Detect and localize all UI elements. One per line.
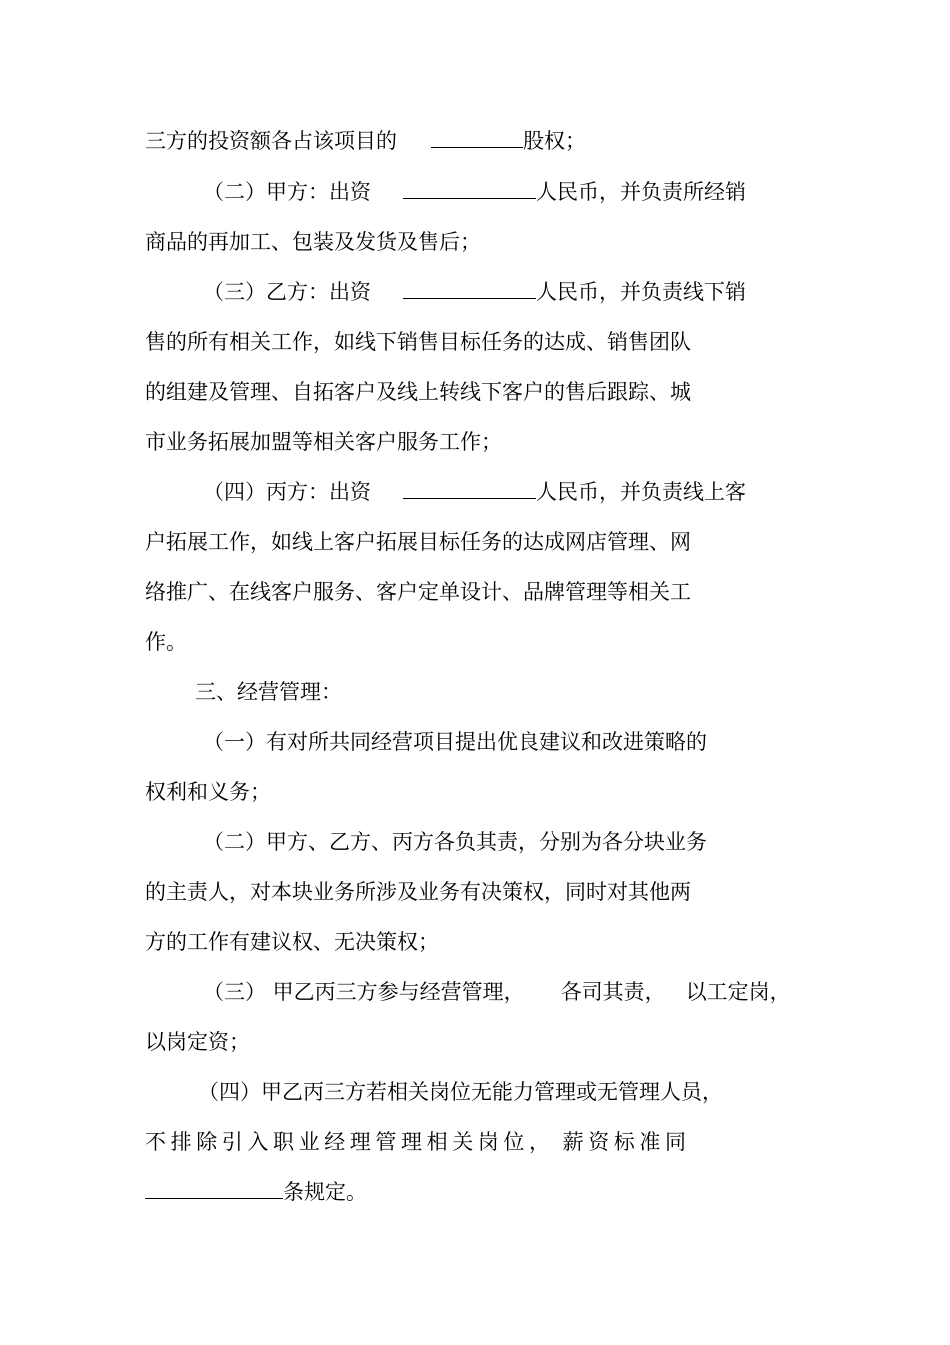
- text-segment: 不排除引入职业经理管理相关岗位，: [145, 1130, 555, 1154]
- text-segment: 户拓展工作，如线上客户拓展目标任务的达成网店管理、网: [145, 530, 691, 554]
- text-segment: （三）乙方：出资: [203, 280, 371, 304]
- text-line: [145, 1028, 250, 1056]
- text-line: [145, 228, 481, 256]
- text-segment: （一）有对所共同经营项目提出优良建议和改进策略的: [203, 730, 707, 754]
- text-segment: 以工定岗，: [685, 980, 791, 1004]
- text-line: [145, 778, 271, 806]
- text-line: [145, 1128, 691, 1156]
- fill-in-blank: [403, 280, 536, 299]
- text-line: [145, 1178, 367, 1206]
- text-segment: 的组建及管理、自拓客户及线上转线下客户的售后跟踪、城: [145, 380, 691, 404]
- text-line: [203, 178, 746, 206]
- text-line: [145, 328, 691, 356]
- text-segment: 薪资标准同: [562, 1130, 691, 1154]
- text-line: [203, 478, 746, 506]
- text-segment: 三方的投资额各占该项目的: [145, 129, 397, 153]
- text-line: [203, 728, 707, 756]
- text-line: [203, 278, 746, 306]
- text-line: [203, 828, 707, 856]
- fill-in-blank: [145, 1180, 283, 1199]
- text-segment: 商品的再加工、包装及发货及售后；: [145, 230, 481, 254]
- text-segment: 条规定。: [283, 1180, 367, 1204]
- text-line: [145, 127, 586, 155]
- text-segment: 人民币，并负责所经销: [536, 180, 746, 204]
- text-line: [198, 1078, 723, 1106]
- text-segment: 三、经营管理：: [195, 680, 342, 704]
- text-line: [203, 978, 791, 1006]
- text-line: [145, 878, 691, 906]
- text-segment: 权利和义务；: [145, 780, 271, 804]
- text-segment: 人民币，并负责线上客: [536, 480, 746, 504]
- text-line: [145, 628, 187, 656]
- section-heading: [195, 678, 342, 706]
- fill-in-blank: [403, 180, 536, 199]
- text-line: [145, 928, 439, 956]
- text-segment: 各司其责，: [560, 980, 666, 1004]
- text-segment: 市业务拓展加盟等相关客户服务工作；: [145, 430, 502, 454]
- text-line: [145, 378, 691, 406]
- text-segment: 的主责人，对本块业务所涉及业务有决策权，同时对其他两: [145, 880, 691, 904]
- text-segment: 售的所有相关工作，如线下销售目标任务的达成、销售团队: [145, 330, 691, 354]
- text-segment: 络推广、在线客户服务、客户定单设计、品牌管理等相关工: [145, 580, 691, 604]
- text-line: [145, 428, 502, 456]
- text-line: [145, 578, 691, 606]
- text-segment: 人民币，并负责线下销: [536, 280, 746, 304]
- text-segment: （二）甲方、乙方、丙方各负其责，分别为各分块业务: [203, 830, 707, 854]
- text-line: [145, 528, 691, 556]
- text-segment: （四）甲乙丙三方若相关岗位无能力管理或无管理人员，: [198, 1080, 723, 1104]
- text-segment: （三） 甲乙丙三方参与经营管理，: [203, 980, 525, 1004]
- text-segment: 方的工作有建议权、无决策权；: [145, 930, 439, 954]
- fill-in-blank: [431, 129, 523, 148]
- text-segment: （四）丙方：出资: [203, 480, 371, 504]
- fill-in-blank: [403, 480, 536, 499]
- text-segment: 以岗定资；: [145, 1030, 250, 1054]
- text-segment: 作。: [145, 630, 187, 654]
- text-segment: 股权；: [523, 129, 586, 153]
- text-segment: （二）甲方：出资: [203, 180, 371, 204]
